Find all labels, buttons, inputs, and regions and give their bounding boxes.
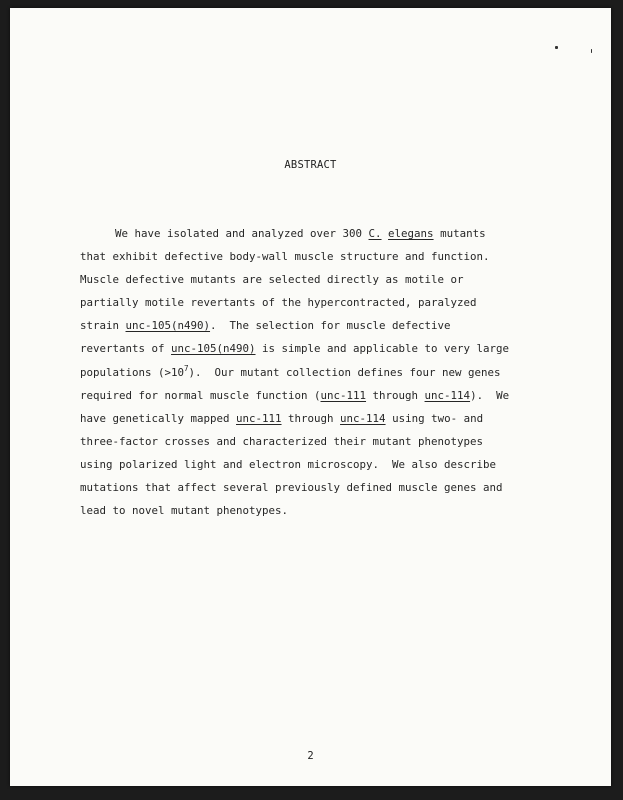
scan-speck <box>555 46 558 49</box>
abstract-line <box>80 453 580 476</box>
abstract-text: using two- and <box>385 411 484 425</box>
abstract-heading: ABSTRACT <box>284 159 337 171</box>
abstract-line <box>80 314 580 337</box>
abstract-text: that exhibit defective body-wall muscle structure and function. <box>80 250 490 264</box>
abstract-text: populations (>10 <box>80 365 185 379</box>
abstract-line <box>80 407 580 430</box>
underlined-term: unc-111 <box>236 411 282 425</box>
abstract-body <box>80 222 580 522</box>
underlined-term: elegans <box>388 227 434 240</box>
abstract-text: ). We <box>470 388 510 402</box>
abstract-text: three-factor crosses and characterized their mutant phenotypes <box>80 434 484 448</box>
abstract-text: partially motile revertants of the hypercontracted, paralyzed <box>80 296 477 310</box>
underlined-term: C. <box>368 227 382 240</box>
abstract-text: using polarized light and electron microscopy. We also describe <box>80 457 497 471</box>
abstract-text: Muscle defective mutants are selected directly as motile or <box>80 273 464 287</box>
abstract-text: strain <box>80 319 126 333</box>
abstract-line <box>80 222 580 245</box>
page-number: 2 <box>307 750 314 762</box>
underlined-term: unc-111 <box>320 388 367 402</box>
underlined-term: unc-105(n490) <box>171 342 256 356</box>
abstract-line <box>80 361 580 384</box>
abstract-text: mutations that affect several previously defined muscle genes and <box>80 481 503 495</box>
abstract-text: have genetically mapped <box>80 411 237 425</box>
abstract-text: through <box>366 388 425 402</box>
abstract-text: ). Our mutant collection defines four new genes <box>188 365 501 379</box>
abstract-text: . The selection for muscle defective <box>210 319 451 333</box>
scan-speck <box>591 49 592 53</box>
abstract-text: We have isolated and analyzed over 300 <box>115 227 369 240</box>
abstract-line <box>80 291 580 314</box>
abstract-line <box>80 430 580 453</box>
abstract-text: revertants of <box>80 342 172 356</box>
underlined-term: unc-105(n490) <box>125 319 211 333</box>
abstract-text: lead to novel mutant phenotypes. <box>80 504 289 518</box>
abstract-line <box>80 245 580 268</box>
underlined-term: unc-114 <box>424 388 471 402</box>
abstract-text: through <box>281 411 341 425</box>
abstract-line <box>80 384 580 407</box>
abstract-text: mutants <box>433 227 486 240</box>
abstract-text: required for normal muscle function ( <box>80 388 321 402</box>
document-page <box>10 8 611 786</box>
abstract-line <box>80 268 580 291</box>
abstract-line <box>80 476 580 499</box>
abstract-line <box>80 499 580 522</box>
underlined-term: unc-114 <box>340 411 386 425</box>
abstract-line <box>80 337 580 360</box>
superscript-exponent: 7 <box>184 363 189 373</box>
abstract-text: is simple and applicable to very large <box>255 342 510 356</box>
